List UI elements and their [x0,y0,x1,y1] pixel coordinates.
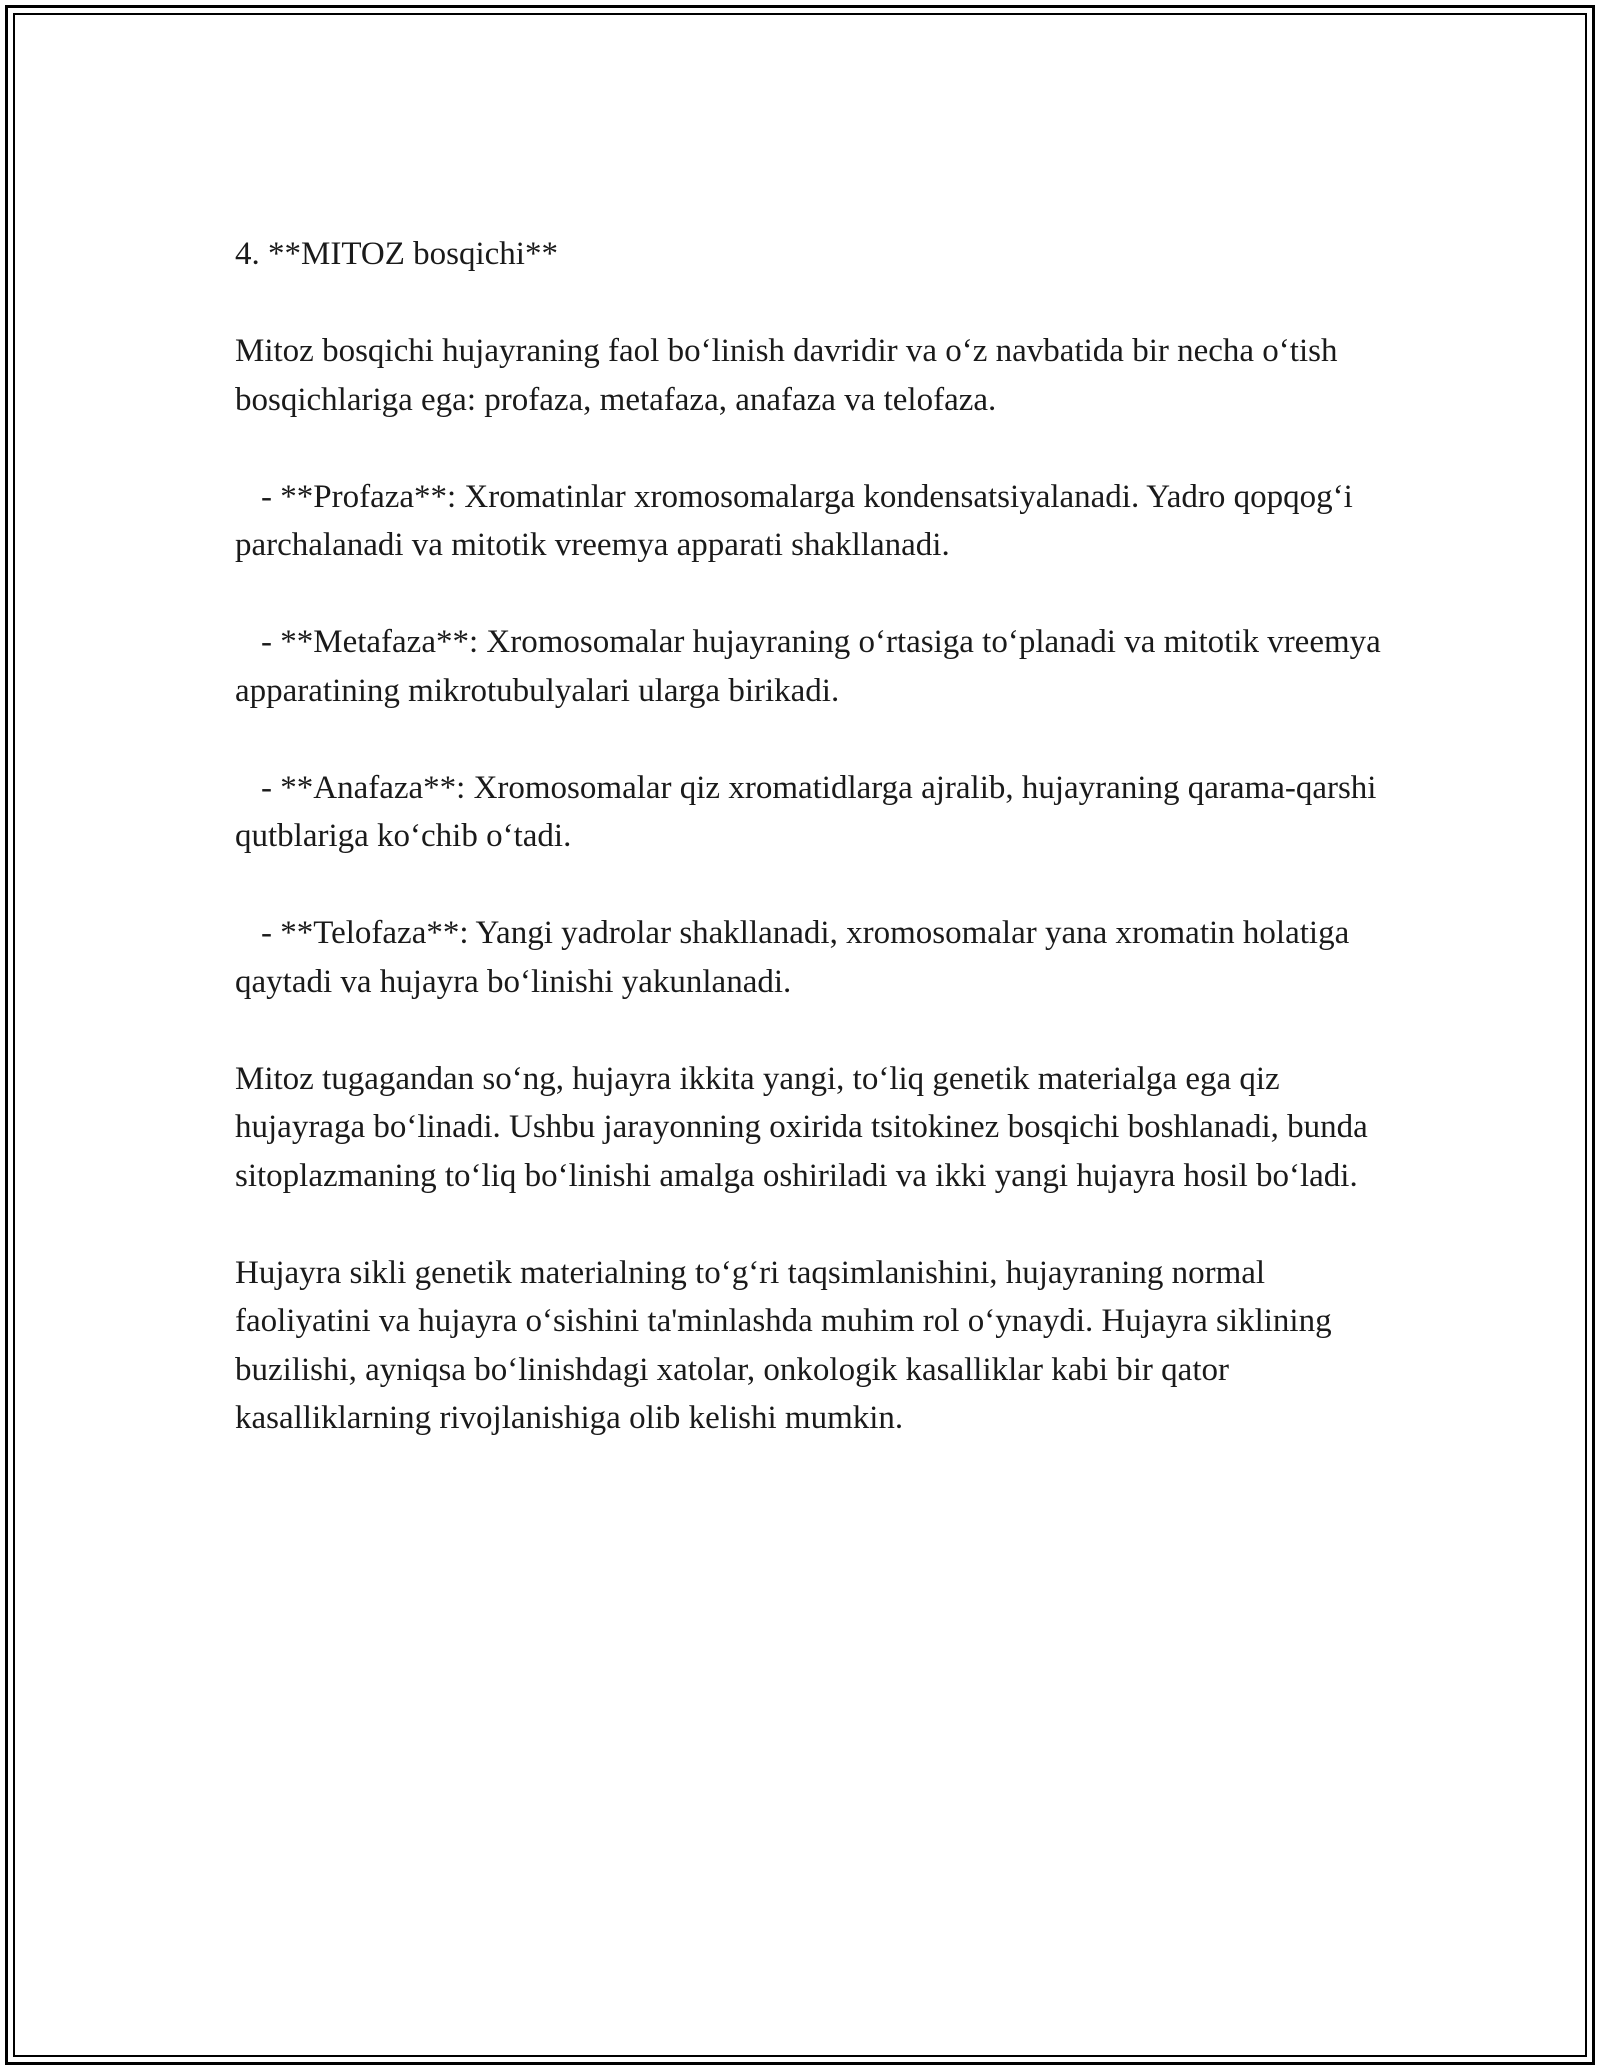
summary-paragraph: Hujayra sikli genetik materialning to‘g‘ri taqsimlanishini, hujayraning normal faoliyatini va hujayra o‘sishini ta'minlashda muhim rol o‘ynaydi. Hujayra siklining buzilishi, ayniqsa bo‘linishdagi xatolar, onkologik kasalliklar kabi bir qator kasalliklarning rivojlanishiga olib kelishi mumkin. [235,1254,1332,1436]
intro-paragraph: Mitoz bosqichi hujayraning faol bo‘linish davridir va o‘z navbatida bir necha o‘tish bosqichlariga ega: profaza, metafaza, anafaza va telofaza. [235,333,1338,418]
document-body [235,230,1385,1491]
conclusion-paragraph: Mitoz tugagandan so‘ng, hujayra ikkita yangi, to‘liq genetik materialga ega qiz hujayraga bo‘linadi. Ushbu jarayonning oxirida tsitokinez bosqichi boshlanadi, bunda sitoplazmaning to‘liq bo‘linishi amalga oshiriladi va ikki yangi hujayra hosil bo‘ladi. [235,1060,1368,1194]
phase-item-metafaza: - **Metafaza**: Xromosomalar hujayraning o‘rtasiga to‘planadi va mitotik vreemya apparatining mikrotubulyalari ularga birikadi. [235,624,1381,709]
section-heading: 4. **MITOZ bosqichi** [235,236,558,272]
phase-item-profaza: - **Profaza**: Xromatinlar xromosomalarga kondensatsiyalanadi. Yadro qopqog‘i parchalanadi va mitotik vreemya apparati shakllanadi. [235,478,1353,563]
phase-item-anafaza: - **Anafaza**: Xromosomalar qiz xromatidlarga ajralib, hujayraning qarama-qarshi qutblariga ko‘chib o‘tadi. [235,769,1377,854]
phase-item-telofaza: - **Telofaza**: Yangi yadrolar shakllanadi, xromosomalar yana xromatin holatiga qaytadi va hujayra bo‘linishi yakunlanadi. [235,915,1350,1000]
